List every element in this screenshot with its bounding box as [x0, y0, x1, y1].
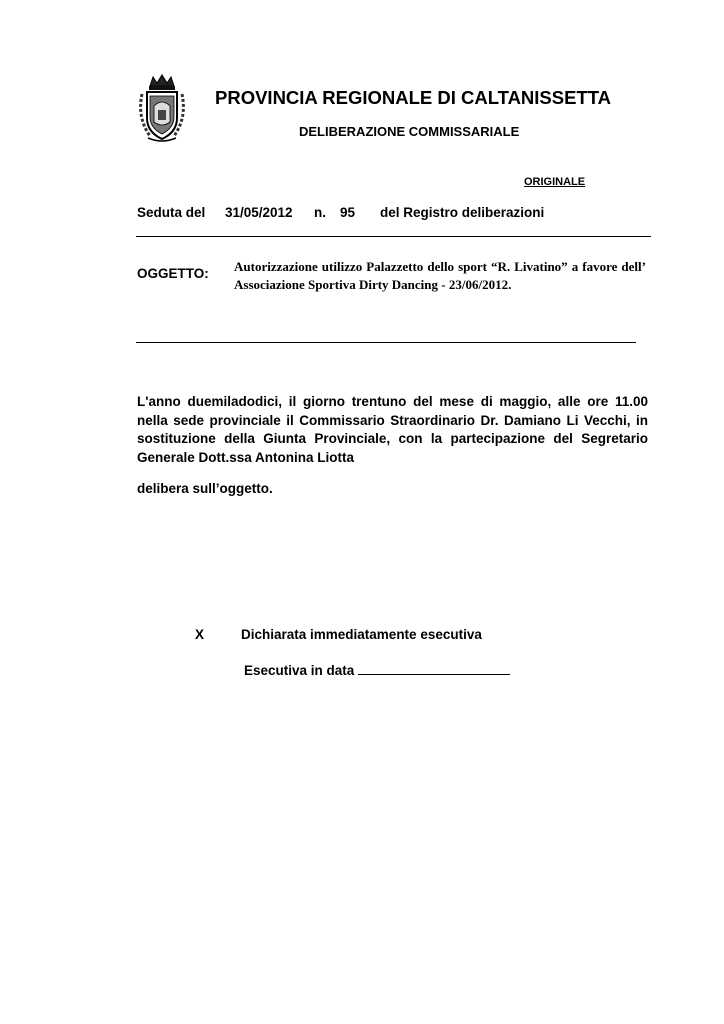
register-number: 95: [340, 205, 356, 220]
page-title: PROVINCIA REGIONALE DI CALTANISSETTA: [215, 87, 612, 108]
execution-date-label: Esecutiva in data: [244, 663, 355, 678]
status-label: ORIGINALE: [524, 176, 586, 188]
divider: [136, 342, 636, 343]
resolution-closing: delibera sull’oggetto.: [137, 481, 273, 496]
immediate-execution-mark: X: [195, 627, 205, 642]
execution-date-line: [244, 661, 510, 678]
divider: [136, 236, 651, 237]
register-label: del Registro deliberazioni: [380, 205, 545, 220]
number-label: n.: [314, 205, 326, 220]
execution-date-blank: [358, 661, 510, 675]
resolution-paragraph: L'anno duemiladodici, il giorno trentuno del mese di maggio, alle ore 11.00 nella sede provinciale il Commissario Straordinario Dr. Damiano Li Vecchi, in sostituzione della Giunta Provinciale, con la partecipazione del Segretario Generale Dott.ssa Antonina Liotta: [137, 394, 648, 465]
province-coat-of-arms-icon: [136, 72, 188, 144]
subject-text: Autorizzazione utilizzo Palazzetto dello sport “R. Livatino” a favore dell’ Associazione Sportiva Dirty Dancing - 23/06/2012.: [234, 259, 646, 292]
meeting-date: 31/05/2012: [225, 205, 293, 220]
subject-label: OGGETTO:: [137, 266, 209, 281]
document-type: DELIBERAZIONE COMMISSARIALE: [299, 124, 520, 139]
immediate-execution-label: Dichiarata immediatamente esecutiva: [241, 627, 482, 642]
seduta-label: Seduta del: [137, 205, 206, 220]
